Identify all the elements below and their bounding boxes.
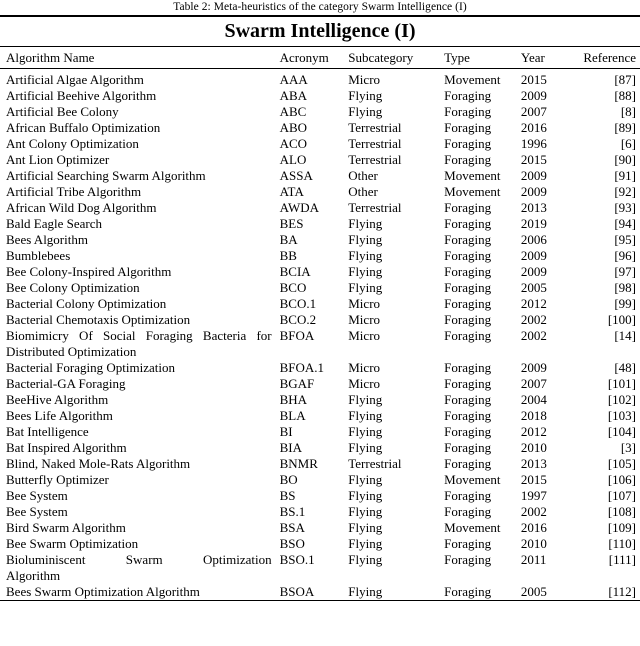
cell-subcategory: Flying [348,488,383,503]
cell-year: 2002 [520,504,547,519]
cell-subcategory: Micro [348,328,381,343]
cell-algorithm-name: Bacterial Chemotaxis Optimization [6,312,191,327]
cell-acronym: ACO [279,136,308,151]
cell-subcategory: Flying [348,232,383,247]
cell-year: 2013 [520,200,547,215]
cell-acronym: BHA [279,392,308,407]
cell-type: Movement [444,72,501,87]
cell-year: 2010 [520,440,547,455]
cell-reference: [107] [607,488,636,503]
cell-acronym: ABC [279,104,307,119]
cell-acronym: AAA [279,72,308,87]
cell-reference: [87] [614,72,636,87]
cell-year: 2016 [520,520,547,535]
cell-algorithm-name: Bee System [6,504,68,519]
cell-type: Foraging [444,88,492,103]
cell-reference: [111] [608,552,636,567]
cell-algorithm-name: Ant Colony Optimization [6,136,139,151]
header-year: Year [520,50,545,65]
cell-algorithm-name: African Wild Dog Algorithm [6,200,157,215]
swarm-intelligence-table [0,47,640,68]
cell-year: 2015 [520,152,547,167]
cell-acronym: BSO.1 [279,552,315,567]
cell-algorithm-name: Bird Swarm Algorithm [6,520,126,535]
cell-reference: [88] [614,88,636,103]
cell-reference: [96] [614,248,636,263]
cell-subcategory: Micro [348,360,381,375]
cell-reference: [3] [620,440,636,455]
cell-algorithm-name: Bees Algorithm [6,232,88,247]
table-body [0,69,640,600]
cell-year: 1997 [520,488,547,503]
cell-reference: [48] [614,360,636,375]
cell-algorithm-name: Bees Life Algorithm [6,408,113,423]
cell-reference: [93] [614,200,636,215]
table-row [0,120,640,136]
cell-algorithm-name: Bee System [6,488,68,503]
cell-reference: [98] [614,280,636,295]
cell-type: Foraging [444,440,492,455]
header-subcategory: Subcategory [348,50,414,65]
cell-reference: [110] [608,536,636,551]
cell-algorithm-name: Butterfly Optimizer [6,472,109,487]
cell-acronym: BCIA [279,264,311,279]
cell-subcategory: Other [348,168,378,183]
cell-year: 2013 [520,456,547,471]
table-row [0,168,640,184]
cell-acronym: ABA [279,88,308,103]
header-reference: Reference [583,50,636,65]
table-row [0,504,640,520]
cell-algorithm-name [0,552,280,584]
cell-subcategory: Micro [348,296,381,311]
cell-year: 2016 [520,120,547,135]
cell-subcategory: Terrestrial [348,136,402,151]
cell-subcategory: Terrestrial [348,200,402,215]
cell-type: Foraging [444,120,492,135]
cell-year: 2002 [520,328,547,343]
cell-subcategory: Flying [348,440,383,455]
cell-type: Foraging [444,104,492,119]
cell-year: 2005 [520,280,547,295]
cell-type: Foraging [444,488,492,503]
cell-type: Movement [444,520,501,535]
cell-type: Foraging [444,264,492,279]
header-type: Type [444,50,470,65]
cell-acronym: BI [279,424,293,439]
table-title: Swarm Intelligence (I) [224,20,416,42]
cell-reference: [89] [614,120,636,135]
cell-reference: [94] [614,216,636,231]
cell-algorithm-name [0,328,280,360]
cell-algorithm-name: Bald Eagle Search [6,216,103,231]
cell-subcategory: Micro [348,72,381,87]
cell-acronym: BCO [279,280,307,295]
table-row [0,328,640,360]
cell-algorithm-name: Artificial Algae Algorithm [6,72,144,87]
cell-algorithm-name: Artificial Searching Swarm Algorithm [6,168,206,183]
cell-reference: [100] [607,312,636,327]
cell-reference: [92] [614,184,636,199]
cell-acronym: AWDA [279,200,320,215]
cell-acronym: BLA [279,408,306,423]
table-row [0,152,640,168]
cell-algorithm-name: Bumblebees [6,248,71,263]
cell-algorithm-name: Bat Intelligence [6,424,89,439]
cell-type: Foraging [444,536,492,551]
table-row [0,184,640,200]
table-caption: Table 2: Meta-heuristics of the category Swarm Intelligence (I) [173,1,467,13]
cell-algorithm-name: Blind, Naked Mole-Rats Algorithm [6,456,191,471]
header-acronym: Acronym [279,50,329,65]
table-row [0,360,640,376]
cell-type: Foraging [444,584,492,599]
table-row [0,264,640,280]
cell-subcategory: Terrestrial [348,152,402,167]
table-row [0,456,640,472]
cell-reference: [90] [614,152,636,167]
cell-algorithm-name: Ant Lion Optimizer [6,152,110,167]
cell-type: Movement [444,184,501,199]
cell-algorithm-name: Bacterial Foraging Optimization [6,360,175,375]
cell-reference: [8] [620,104,636,119]
table-row [0,520,640,536]
table-row [0,296,640,312]
cell-acronym: BS.1 [279,504,306,519]
table-row [0,584,640,600]
cell-reference: [101] [607,376,636,391]
cell-acronym: BES [279,216,304,231]
cell-acronym: BGAF [279,376,315,391]
cell-year: 2010 [520,536,547,551]
table-row [0,424,640,440]
cell-year: 2015 [520,72,547,87]
cell-reference: [102] [607,392,636,407]
swarm-intelligence-table-body [0,69,640,600]
cell-acronym: BA [279,232,298,247]
cell-subcategory: Flying [348,504,383,519]
cell-subcategory: Flying [348,408,383,423]
table-row [0,472,640,488]
cell-acronym: BFOA [279,328,315,343]
cell-year: 2007 [520,104,547,119]
table-row [0,392,640,408]
cell-algorithm-name: Artificial Tribe Algorithm [6,184,142,199]
cell-algorithm-name: Bat Inspired Algorithm [6,440,127,455]
cell-subcategory: Flying [348,392,383,407]
cell-type: Foraging [444,200,492,215]
cell-acronym: BS [279,488,296,503]
cell-subcategory: Flying [348,584,383,599]
cell-type: Foraging [444,248,492,263]
cell-reference: [109] [607,520,636,535]
cell-algorithm-name: Bee Swarm Optimization [6,536,139,551]
cell-year: 2009 [520,184,547,199]
cell-subcategory: Flying [348,552,383,567]
cell-subcategory: Flying [348,424,383,439]
cell-subcategory: Other [348,184,378,199]
cell-year: 2009 [520,264,547,279]
cell-algorithm-name: Bee Colony Optimization [6,280,140,295]
table-bottom-rule [0,600,640,601]
cell-algorithm-name: Artificial Beehive Algorithm [6,88,157,103]
header-row [0,47,640,68]
table-row [0,408,640,424]
table-header [0,47,640,68]
table-row [0,88,640,104]
cell-algorithm-name-line2: Algorithm [6,568,61,583]
table-row [0,312,640,328]
cell-type: Foraging [444,296,492,311]
cell-year: 2012 [520,424,547,439]
cell-type: Foraging [444,392,492,407]
cell-year: 2002 [520,312,547,327]
cell-acronym: BSOA [279,584,315,599]
cell-algorithm-name: BeeHive Algorithm [6,392,109,407]
cell-subcategory: Flying [348,264,383,279]
cell-acronym: BO [279,472,298,487]
cell-subcategory: Flying [348,248,383,263]
cell-type: Foraging [444,152,492,167]
table-row [0,248,640,264]
cell-year: 2018 [520,408,547,423]
cell-type: Foraging [444,504,492,519]
cell-type: Foraging [444,216,492,231]
cell-algorithm-name: Artificial Bee Colony [6,104,119,119]
cell-algorithm-name: African Buffalo Optimization [6,120,161,135]
cell-acronym: BCO.1 [279,296,317,311]
cell-subcategory: Terrestrial [348,120,402,135]
cell-reference: [106] [607,472,636,487]
cell-year: 2009 [520,248,547,263]
cell-year: 2015 [520,472,547,487]
table-row [0,104,640,120]
cell-acronym: BNMR [279,456,318,471]
table-row [0,280,640,296]
cell-type: Foraging [444,424,492,439]
cell-year: 2009 [520,88,547,103]
cell-algorithm-name: Bacterial Colony Optimization [6,296,167,311]
cell-reference: [99] [614,296,636,311]
cell-algorithm-name-line2: Distributed Optimization [6,344,137,359]
cell-acronym: BSA [279,520,305,535]
cell-acronym: BCO.2 [279,312,317,327]
cell-reference: [6] [620,136,636,151]
cell-year: 1996 [520,136,547,151]
cell-type: Foraging [444,408,492,423]
table-row [0,536,640,552]
cell-type: Foraging [444,312,492,327]
cell-subcategory: Flying [348,280,383,295]
cell-subcategory: Flying [348,520,383,535]
cell-type: Movement [444,168,501,183]
cell-subcategory: Flying [348,536,383,551]
cell-acronym: ALO [279,152,307,167]
cell-type: Movement [444,472,501,487]
table-row [0,136,640,152]
table-row [0,488,640,504]
cell-algorithm-name: Bees Swarm Optimization Algorithm [6,584,200,599]
cell-year: 2004 [520,392,547,407]
cell-year: 2005 [520,584,547,599]
cell-algorithm-name-line1: Bioluminiscent Swarm Optimization [6,552,272,567]
cell-subcategory: Flying [348,472,383,487]
cell-subcategory: Flying [348,216,383,231]
cell-type: Foraging [444,328,492,343]
cell-reference: [103] [607,408,636,423]
cell-year: 2009 [520,168,547,183]
cell-algorithm-name: Bacterial-GA Foraging [6,376,126,391]
cell-year: 2019 [520,216,547,231]
cell-subcategory: Micro [348,312,381,327]
table-row [0,69,640,88]
cell-acronym: ATA [279,184,304,199]
cell-reference: [112] [608,584,636,599]
cell-reference: [108] [607,504,636,519]
cell-acronym: ASSA [279,168,313,183]
cell-algorithm-name-line1: Biomimicry Of Social Foraging Bacteria for [6,328,272,343]
cell-reference: [95] [614,232,636,247]
table-row [0,216,640,232]
cell-acronym: ABO [279,120,308,135]
cell-year: 2007 [520,376,547,391]
cell-type: Foraging [444,360,492,375]
table-row [0,232,640,248]
cell-year: 2009 [520,360,547,375]
cell-reference: [105] [607,456,636,471]
table-row [0,440,640,456]
cell-reference: [14] [614,328,636,343]
cell-acronym: BFOA.1 [279,360,325,375]
cell-type: Foraging [444,552,492,567]
header-algorithm-name: Algorithm Name [6,50,95,65]
cell-year: 2012 [520,296,547,311]
cell-type: Foraging [444,136,492,151]
cell-acronym: BB [279,248,297,263]
cell-acronym: BSO [279,536,305,551]
cell-reference: [104] [607,424,636,439]
cell-subcategory: Micro [348,376,381,391]
cell-year: 2006 [520,232,547,247]
cell-type: Foraging [444,232,492,247]
table-row [0,200,640,216]
cell-type: Foraging [444,376,492,391]
table-row [0,376,640,392]
cell-year: 2011 [520,552,547,567]
cell-type: Foraging [444,280,492,295]
cell-subcategory: Terrestrial [348,456,402,471]
cell-algorithm-name: Bee Colony-Inspired Algorithm [6,264,172,279]
cell-acronym: BIA [279,440,302,455]
table-row [0,552,640,584]
cell-subcategory: Flying [348,104,383,119]
cell-reference: [97] [614,264,636,279]
cell-reference: [91] [614,168,636,183]
cell-type: Foraging [444,456,492,471]
cell-subcategory: Flying [348,88,383,103]
